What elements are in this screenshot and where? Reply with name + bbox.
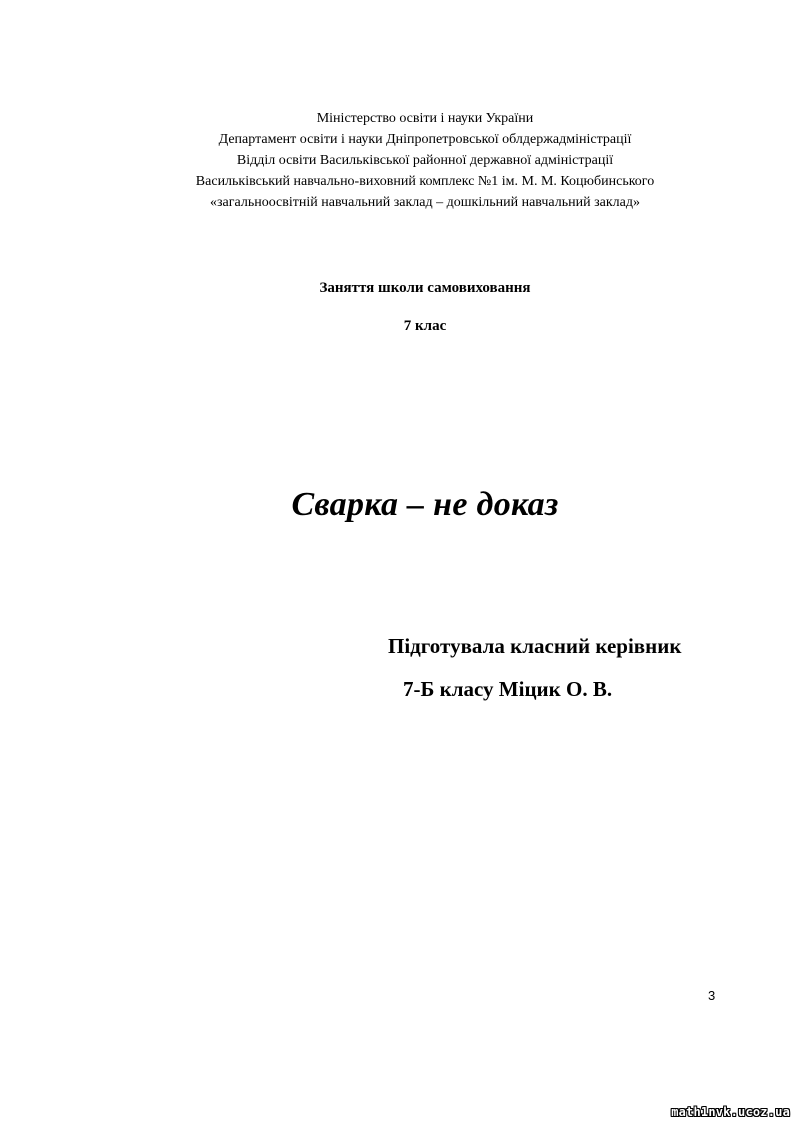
institution-header: [0, 108, 794, 213]
page-number: 3: [708, 988, 716, 1003]
lesson-grade: 7 клас: [403, 318, 447, 334]
prepared-by-line: Підготувала класний керівник: [388, 634, 682, 658]
teacher-class-and-name: 7-Б класу Міцик О. В.: [403, 677, 613, 701]
lesson-type: Заняття школи самовиховання: [319, 280, 531, 296]
document-title: Сварка – не доказ: [291, 486, 559, 523]
site-watermark: math1nvk.ucoz.ua: [671, 1105, 790, 1119]
header-line-school: Васильківський навчально-виховний комплекс №1 ім. М. М. Коцюбинського: [195, 174, 655, 189]
header-line-ministry: Міністерство освіти і науки України: [316, 111, 534, 126]
header-line-school-type: «загальноосвітній навчальний заклад – дошкільний навчальний заклад»: [210, 195, 640, 210]
header-line-department: Департамент освіти і науки Дніпропетровської облдержадміністрації: [218, 132, 632, 147]
header-line-district-office: Відділ освіти Васильківської районної державної адміністрації: [236, 153, 614, 168]
